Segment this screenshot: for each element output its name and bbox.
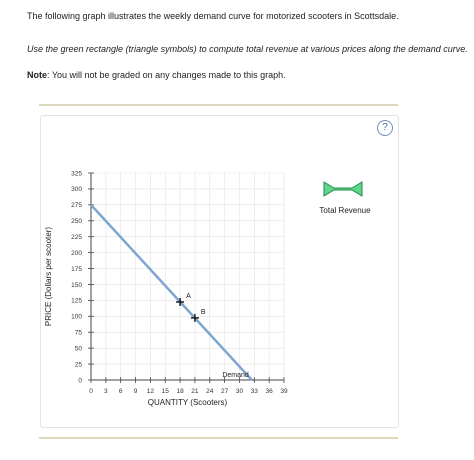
bottom-divider	[39, 437, 398, 439]
y-tick-label: 200	[71, 249, 82, 257]
y-tick-label: 50	[74, 345, 82, 353]
x-tick-label: 3	[104, 388, 108, 395]
intro-text: The following graph illustrates the weekly demand curve for motorized scooters in Scottsdale.	[27, 11, 399, 21]
y-axis-title: PRICE (Dollars per scooter)	[44, 226, 53, 327]
legend-label: Total Revenue	[319, 206, 371, 215]
x-tick-label: 6	[118, 388, 123, 395]
y-tick-label: 125	[71, 297, 82, 305]
point-label: A	[186, 292, 191, 300]
x-tick-label: 36	[265, 388, 273, 395]
x-axis-title: QUANTITY (Scooters)	[147, 398, 228, 407]
points-layer[interactable]	[176, 293, 206, 322]
series-label: Demand	[222, 372, 249, 379]
grid-lines	[91, 173, 284, 380]
x-tick-label: 24	[206, 388, 214, 395]
x-tick-label: 0	[89, 388, 93, 395]
y-tick-label: 0	[78, 377, 82, 385]
legend[interactable]	[319, 182, 371, 215]
note-body: : You will not be graded on any changes made to this graph.	[47, 70, 286, 80]
note-label: Note	[27, 70, 47, 80]
y-tick-label: 275	[71, 202, 82, 210]
y-tick-label: 300	[71, 186, 82, 194]
y-tick-label: 150	[71, 281, 82, 289]
series-layer	[91, 205, 252, 380]
x-tick-label: 15	[161, 388, 169, 395]
axes	[71, 170, 288, 395]
point-label: B	[200, 308, 206, 316]
demand-curve	[91, 205, 252, 380]
y-tick-label: 225	[71, 233, 82, 241]
instruction-text: Use the green rectangle (triangle symbols) to compute total revenue at various prices along the demand curve.	[27, 44, 468, 54]
x-tick-label: 21	[191, 388, 199, 395]
help-icon[interactable]: ?	[377, 120, 393, 136]
y-tick-label: 75	[74, 329, 82, 337]
x-tick-label: 39	[280, 388, 288, 395]
x-tick-label: 30	[235, 388, 244, 395]
green-rectangle-tool-icon[interactable]	[324, 182, 362, 196]
y-tick-label: 325	[71, 170, 82, 178]
x-tick-label: 18	[176, 388, 184, 395]
y-tick-label: 100	[71, 313, 82, 321]
x-tick-label: 12	[146, 388, 155, 395]
x-tick-label: 27	[220, 388, 229, 395]
y-tick-label: 25	[74, 361, 82, 369]
x-tick-label: 9	[133, 388, 138, 395]
y-tick-label: 250	[71, 218, 82, 226]
x-tick-label: 33	[250, 388, 258, 395]
y-tick-label: 175	[71, 265, 82, 273]
